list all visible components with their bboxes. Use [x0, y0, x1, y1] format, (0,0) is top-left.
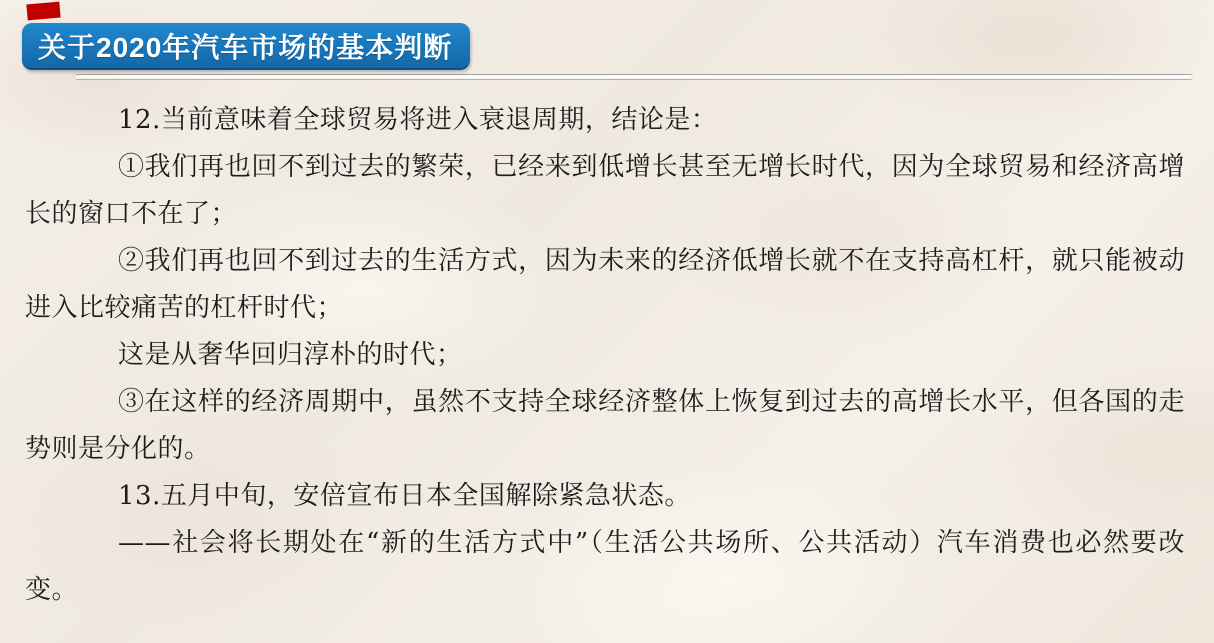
title-banner	[22, 23, 470, 70]
paragraph-conclusion-1: ①我们再也回不到过去的繁荣，已经来到低增长甚至无增长时代，因为全球贸易和经济高增长的窗口不在了；	[25, 152, 1185, 229]
paragraph-point-13: 13.五月中旬，安倍宣布日本全国解除紧急状态。	[118, 481, 691, 511]
red-accent-shape	[26, 2, 60, 21]
title-divider-line	[75, 74, 1193, 80]
slide-body-text	[25, 97, 1185, 614]
paragraph-conclusion-2: ②我们再也回不到过去的生活方式，因为未来的经济低增长就不在支持高杠杆，就只能被动进入比较痛苦的杠杆时代；	[25, 246, 1185, 323]
slide-title: 关于2020年汽车市场的基本判断	[38, 31, 453, 63]
paragraph-lifestyle-change: ——社会将长期处在“新的生活方式中”（生活公共场所、公共活动）汽车消费也必然要改变。	[25, 528, 1185, 605]
paragraph-point-12: 12.当前意味着全球贸易将进入衰退周期，结论是：	[118, 105, 718, 135]
paragraph-conclusion-3: ③在这样的经济周期中，虽然不支持全球经济整体上恢复到过去的高增长水平，但各国的走势则是分化的。	[25, 387, 1185, 464]
paragraph-era-statement: 这是从奢华回归淳朴的时代；	[118, 340, 463, 370]
